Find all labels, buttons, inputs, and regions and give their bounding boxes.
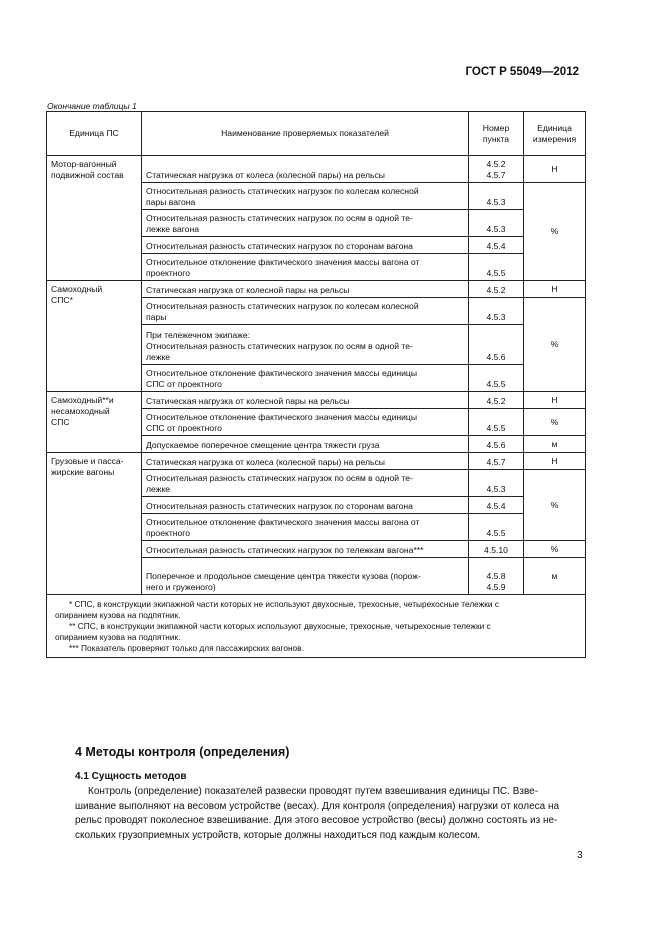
indicator-line: Относительная разность статических нагрузок по сторонам вагона <box>146 241 413 251</box>
ps-unit-line: СПС* <box>51 295 73 305</box>
clause-number: 4.5.5 <box>486 379 506 389</box>
measure-unit-cell: % <box>524 470 586 541</box>
clause-number: 4.5.6 <box>486 440 506 450</box>
clause-number-cell <box>469 436 524 453</box>
indicator-cell <box>142 558 469 595</box>
indicator-line: Относительное отклонение фактического значения массы единицы <box>146 412 418 422</box>
measure-unit-cell: Н <box>524 156 586 183</box>
indicator-cell <box>142 281 469 298</box>
ps-unit-line: Самоходный <box>51 284 103 294</box>
clause-number-cell <box>469 409 524 436</box>
indicator-line: пары вагона <box>146 197 196 207</box>
clause-number-cell <box>469 453 524 470</box>
clause-number: 4.5.5 <box>486 423 506 433</box>
indicator-line: Относительная разность статических нагрузок по сторонам вагона <box>146 501 413 511</box>
section-heading: 4 Методы контроля (определения) <box>75 745 290 759</box>
measure-unit-cell: Н <box>524 392 586 409</box>
table-row <box>47 156 586 183</box>
clause-number: 4.5.5 <box>486 528 506 538</box>
header-clause-number: Номер пункта <box>469 112 524 156</box>
section-paragraph <box>75 785 585 843</box>
indicator-cell <box>142 325 469 365</box>
clause-number: 4.5.9 <box>486 582 506 592</box>
indicator-line: лежке <box>146 484 171 494</box>
indicator-cell <box>142 409 469 436</box>
indicator-line: Статическая нагрузка от колеса (колесной пары) на рельсы <box>146 170 385 180</box>
table-header-row <box>47 112 586 156</box>
indicator-line: Статическая нагрузка от колесной пары на рельсы <box>146 396 350 406</box>
clause-number-cell <box>469 365 524 392</box>
ps-unit-cell <box>47 453 142 595</box>
indicator-cell <box>142 365 469 392</box>
ps-unit-line: жирские вагоны <box>51 467 115 477</box>
indicator-cell <box>142 541 469 558</box>
standard-number: ГОСТ Р 55049—2012 <box>465 66 579 78</box>
clause-number: 4.5.2 <box>486 396 506 406</box>
clause-number: 4.5.5 <box>486 268 506 278</box>
page-number: 3 <box>577 850 583 861</box>
clause-number-cell <box>469 541 524 558</box>
measure-unit-cell: % <box>524 183 586 281</box>
clause-number: 4.5.2 <box>486 285 506 295</box>
ps-unit-line: Мотор-вагонный <box>51 159 117 169</box>
indicator-cell <box>142 156 469 183</box>
indicator-line: Относительное отклонение фактического значения массы вагона от <box>146 257 420 267</box>
indicator-line: него и груженого) <box>146 582 216 592</box>
ps-unit-cell <box>47 392 142 453</box>
indicator-cell <box>142 210 469 237</box>
indicator-cell <box>142 470 469 497</box>
indicator-cell <box>142 392 469 409</box>
indicator-line: Относительная разность статических нагрузок по осям в одной те- <box>146 473 413 483</box>
indicator-line: Относительное отклонение фактического значения массы вагона от <box>146 517 420 527</box>
measure-unit-cell: м <box>524 558 586 595</box>
clause-number-cell <box>469 237 524 254</box>
table-row <box>47 392 586 409</box>
ps-unit-line: Самоходный**и <box>51 395 114 405</box>
clause-number: 4.5.10 <box>484 545 508 555</box>
indicator-cell <box>142 497 469 514</box>
clause-number: 4.5.7 <box>486 170 506 180</box>
indicator-line: При тележечном экипаже: <box>146 330 251 340</box>
indicator-line: лежке <box>146 352 171 362</box>
indicator-line: пары <box>146 312 167 322</box>
indicator-line: Относительная разность статических нагрузок по тележкам вагона*** <box>146 545 424 555</box>
header-unit-ps: Единица ПС <box>47 112 142 156</box>
footnote-line: *** Показатель проверяют только для пассажирских вагонов. <box>69 643 304 653</box>
measure-unit-cell: м <box>524 436 586 453</box>
indicator-line: Относительное отклонение фактического значения массы единицы <box>146 368 418 378</box>
clause-number-cell <box>469 470 524 497</box>
indicator-line: СПС от проектного <box>146 423 222 433</box>
clause-number: 4.5.3 <box>486 224 506 234</box>
indicator-cell <box>142 237 469 254</box>
clause-number: 4.5.4 <box>486 241 506 251</box>
ps-unit-cell <box>47 281 142 392</box>
indicator-line: проектного <box>146 268 191 278</box>
clause-number: 4.5.3 <box>486 312 506 322</box>
header-indicator-name: Наименование проверяемых показателей <box>142 112 469 156</box>
clause-number-cell <box>469 298 524 325</box>
indicator-cell <box>142 183 469 210</box>
clause-number-cell <box>469 325 524 365</box>
table-row <box>47 281 586 298</box>
table-footnotes <box>47 595 586 658</box>
paragraph-line: Контроль (определение) показателей развески проводят путем взвешивания единицы ПС. Взве- <box>88 786 539 797</box>
indicator-line: Статическая нагрузка от колеса (колесной пары) на рельсы <box>146 457 385 467</box>
indicator-cell <box>142 254 469 281</box>
indicator-line: Статическая нагрузка от колесной пары на рельсы <box>146 285 350 295</box>
clause-number: 4.5.7 <box>486 457 506 467</box>
clause-number: 4.5.3 <box>486 197 506 207</box>
measure-unit-cell: Н <box>524 453 586 470</box>
clause-number-cell <box>469 497 524 514</box>
clause-number-cell <box>469 558 524 595</box>
indicator-line: Относительная разность статических нагрузок по осям в одной те- <box>146 213 413 223</box>
table-row <box>47 453 586 470</box>
footnote-line: * СПС, в конструкции экипажной части которых не используют двухосные, трехосные, четырехосные тележки с <box>69 599 499 609</box>
measure-unit-cell: % <box>524 409 586 436</box>
clause-number: 4.5.6 <box>486 352 506 362</box>
clause-number: 4.5.8 <box>486 571 506 581</box>
indicator-line: Относительная разность статических нагрузок по осям в одной те- <box>146 341 413 351</box>
clause-number: 4.5.3 <box>486 484 506 494</box>
indicator-cell <box>142 436 469 453</box>
inspection-table <box>46 111 586 658</box>
indicator-line: Допускаемое поперечное смещение центра тяжести груза <box>146 440 380 450</box>
indicator-cell <box>142 298 469 325</box>
footnote-line: опиранием кузова на подпятник. <box>55 632 181 642</box>
indicator-line: Относительная разность статических нагрузок по колесам колесной <box>146 186 419 196</box>
indicator-line: Относительная разность статических нагрузок по колесам колесной <box>146 301 419 311</box>
clause-number: 4.5.2 <box>486 159 506 169</box>
table-caption: Окончание таблицы 1 <box>47 101 137 111</box>
clause-number-cell <box>469 156 524 183</box>
clause-number-cell <box>469 183 524 210</box>
header-measure-unit: Единица измерения <box>524 112 586 156</box>
subsection-heading: 4.1 Сущность методов <box>75 771 187 782</box>
footnotes-row <box>47 595 586 658</box>
indicator-line: СПС от проектного <box>146 379 222 389</box>
indicator-line: лежке вагона <box>146 224 199 234</box>
indicator-cell <box>142 453 469 470</box>
footnote-line: опиранием кузова на подпятник. <box>55 610 181 620</box>
clause-number-cell <box>469 281 524 298</box>
indicator-line: Поперечное и продольное смещение центра тяжести кузова (порож- <box>146 571 421 581</box>
ps-unit-cell <box>47 156 142 281</box>
clause-number-cell <box>469 210 524 237</box>
measure-unit-cell: Н <box>524 281 586 298</box>
clause-number-cell <box>469 254 524 281</box>
clause-number-cell <box>469 392 524 409</box>
ps-unit-line: Грузовые и пасса- <box>51 456 124 466</box>
clause-number-cell <box>469 514 524 541</box>
ps-unit-line: подвижной состав <box>51 170 124 180</box>
clause-number: 4.5.4 <box>486 501 506 511</box>
indicator-cell <box>142 514 469 541</box>
measure-unit-cell: % <box>524 298 586 392</box>
indicator-line: проектного <box>146 528 191 538</box>
paragraph-line: рельс проводят поколесное взвешивание. Для этого весовое устройство (весы) должно состоять из не- <box>75 815 558 826</box>
footnote-line: ** СПС, в конструкции экипажной части которых используют двухосные, трехосные, четырехосные тележки с <box>69 621 491 631</box>
paragraph-line: скольких грузоприемных устройств, которые должны находиться под каждым колесом. <box>75 829 481 841</box>
paragraph-line: шивание выполняют на весовом устройстве (весах). Для контроля (определения) нагрузки от колеса на <box>75 800 560 812</box>
ps-unit-line: несамоходный <box>51 406 110 416</box>
measure-unit-cell: % <box>524 541 586 558</box>
ps-unit-line: СПС <box>51 417 70 427</box>
